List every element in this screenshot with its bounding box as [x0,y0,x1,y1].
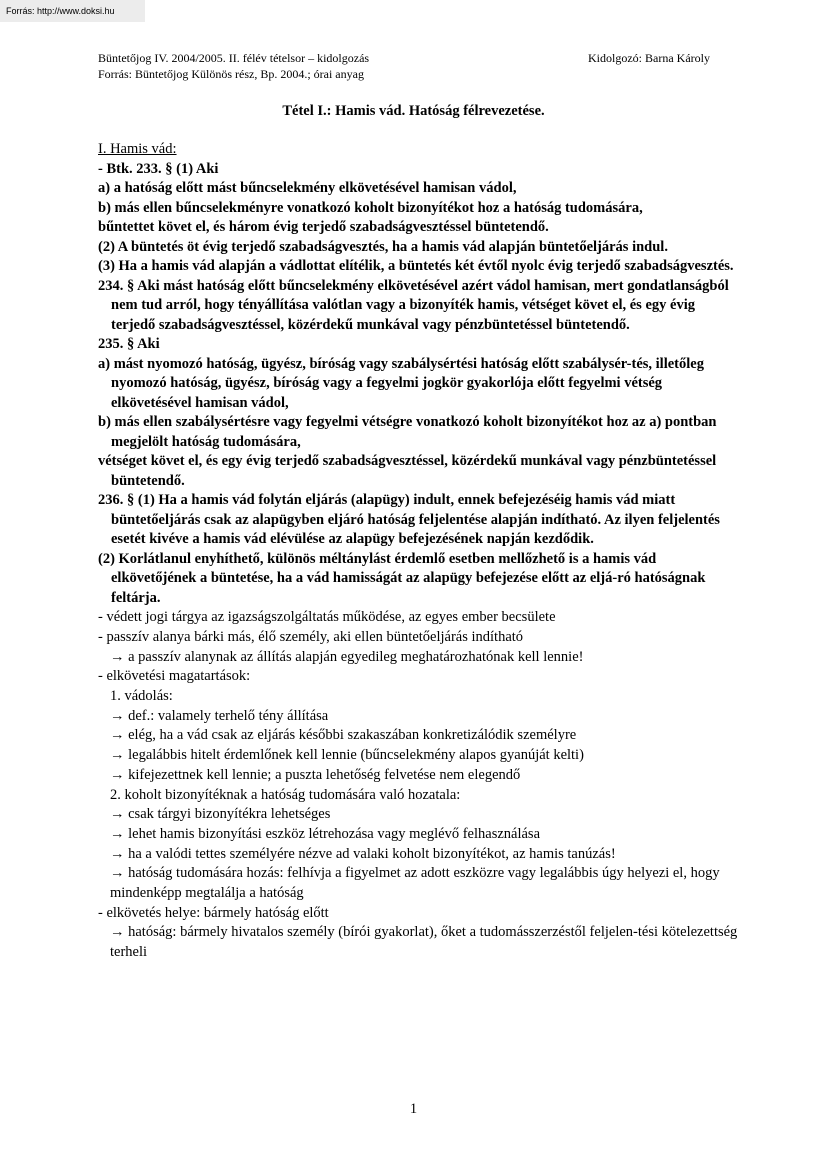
law-paragraph: (2) Korlátlanul enyhíthető, különös méltánylást érdemlő esetben mellőzhető is a hamis vád elkövetőjének a büntetése, ha a vád hamisságát az alapügy befejezése előtt az eljá-ró hatóságnak feltárja. [98,550,706,606]
note-line: → hatóság tudomására hozás: felhívja a figyelmet az adott eszközre vagy legalábbis úgy helyezi el, hogy mindenképp megtalálja a hatóság [110,865,720,902]
note-line: 2. koholt bizonyítéknak a hatóság tudomására való hozatala: [110,786,461,803]
law-paragraph: - Btk. 233. § (1) Aki [98,160,219,177]
law-paragraph: 236. § (1) Ha a hamis vád folytán eljárás (alapügy) indult, ennek befejezéséig hamis vád miatt büntetőeljárás csak az alapügyben eljáró hatóság feljelentése alapján indítható. Az ilyen feljelentés esetét kivéve a hamis vád elévülése az alapügy befejezésének napján kezdődik. [98,492,720,548]
section-heading: I. Hamis vád: [98,141,177,157]
note-line: → a passzív alanynak az állítás alapján egyedileg meghatározhatónak kell lennie! [110,648,584,665]
note-line: → def.: valamely terhelő tény állítása [110,707,329,724]
header-left [98,50,369,82]
law-paragraph: b) más ellen szabálysértésre vagy fegyelmi vétségre vonatkozó koholt bizonyítékot hoz az a) pontban megjelölt hatóság tudomására, [98,414,717,450]
header-author: Kidolgozó: Barna Károly [588,51,710,65]
note-line: 1. vádolás: [110,688,173,705]
note-line: - elkövetés helye: bármely hatóság előtt [98,904,329,921]
note-line: → hatóság: bármely hivatalos személy (bírói gyakorlat), őket a tudomásszerzéstől feljelen-tési kötelezettség terheli [110,924,738,961]
header-course-line: Büntetőjog IV. 2004/2005. II. félév tételsor – kidolgozás [98,51,370,65]
note-line: → legalábbis hitelt érdemlőnek kell lennie (bűncselekmény alapos gyanúját kelti) [110,747,584,764]
law-paragraph: 234. § Aki mást hatóság előtt bűncselekmény elkövetésével azért vádol hamisan, mert gondatlanságból nem tud arról, hogy tényállítása valótlan vagy a bizonyíték hamis, vétséget követ el, és egy évig terjedő szabadságvesztéssel, közérdekű munkával vagy pénzbüntetéssel büntetendő. [98,277,729,333]
law-paragraph: bűntettet követ el, és három évig terjedő szabadságvesztéssel büntetendő. [98,219,549,236]
page-title: Tétel I.: Hamis vád. Hatóság félrevezetése. [282,103,545,119]
source-stamp: Forrás: http://www.doksi.hu [0,0,145,22]
note-line: → kifejezettnek kell lennie; a puszta lehetőség felvetése nem elegendő [110,766,521,783]
note-line: - védett jogi tárgya az igazságszolgáltatás működése, az egyes ember becsülete [98,609,556,626]
law-paragraph: (2) A büntetés öt évig terjedő szabadságvesztés, ha a hamis vád alapján büntetőeljárás indul. [98,238,668,255]
note-line: → lehet hamis bizonyítási eszköz létrehozása vagy meglévő felhasználása [110,825,541,842]
law-paragraph: (3) Ha a hamis vád alapján a vádlottat elítélik, a büntetés két évtől nyolc évig terjedő szabadságvesztés. [98,258,734,275]
header-source-line: Forrás: Büntetőjog Különös rész, Bp. 2004.; órai anyag [98,67,364,81]
note-line: - passzív alanya bárki más, élő személy, aki ellen büntetőeljárás indítható [98,628,524,645]
note-line: → ha a valódi tettes személyére nézve ad valaki koholt bizonyítékot, az hamis tanúzás! [110,845,616,862]
law-paragraph: vétséget követ el, és egy évig terjedő szabadságvesztéssel, közérdekű munkával vagy pénzbüntetéssel büntetendő. [98,453,717,489]
note-line: - elkövetési magatartások: [98,668,251,685]
law-paragraph: 235. § Aki [98,336,160,353]
note-line: → csak tárgyi bizonyítékra lehetséges [110,806,331,823]
law-paragraph: a) mást nyomozó hatóság, ügyész, bíróság vagy szabálysértési hatóság előtt szabálysér-tés, illetőleg nyomozó hatóság, ügyész, bíróság vagy a fegyelmi jogkör gyakorlója előtt fegyelmi vétség elkövetésével hamisan vádol, [98,355,704,411]
page-number: 1 [409,1101,418,1117]
law-paragraph: a) a hatóság előtt mást bűncselekmény elkövetésével hamisan vádol, [98,180,517,197]
note-line: → elég, ha a vád csak az eljárás későbbi szakaszában konkretizálódik személyre [110,727,577,744]
document-body [98,140,738,963]
law-paragraph: b) más ellen bűncselekményre vonatkozó koholt bizonyítékot hoz a hatóság tudomására, [98,199,643,216]
